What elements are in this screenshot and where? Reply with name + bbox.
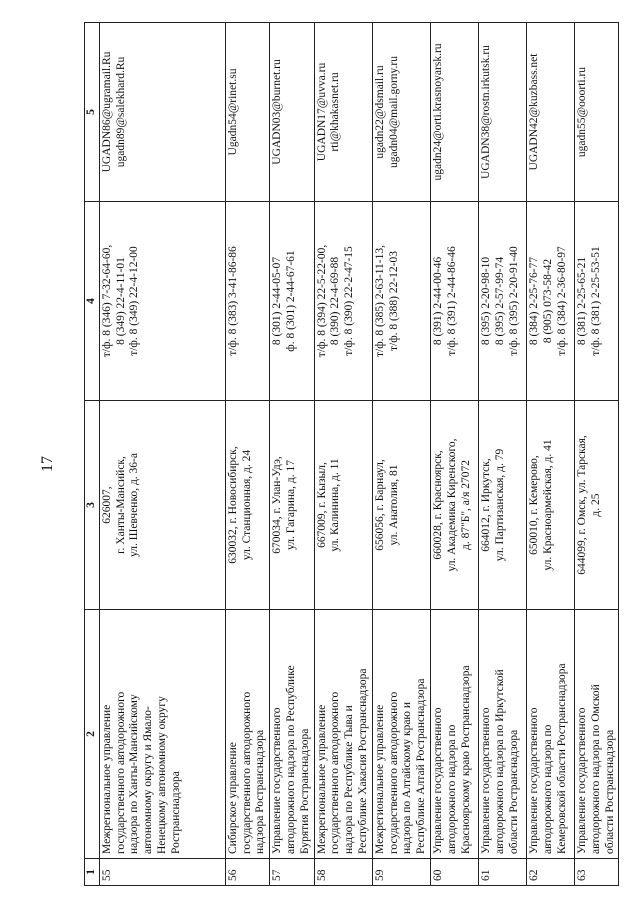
row-number: 61 (478, 859, 526, 886)
name-line: Управление государственного (271, 707, 284, 854)
phone-line: т/ф. 8 (384) 2-36-80-97 (555, 246, 568, 356)
header-col-5: 5 (85, 23, 100, 202)
organization-name (225, 610, 269, 859)
phone (372, 202, 430, 401)
name-line: области Ространснадзора (603, 729, 616, 854)
organization-name (314, 610, 372, 859)
name-line: Межрегиональное управление (100, 704, 113, 854)
address-line: ул. Красноармейская, д. 41 (541, 439, 554, 571)
organization-name (526, 610, 574, 859)
row-number: 62 (526, 859, 574, 886)
table-row (526, 23, 574, 886)
address-line: д. 87"Б", а/я 27072 (459, 459, 472, 551)
row-number: 59 (372, 859, 430, 886)
email-line: UGADN17@uvva.ru (315, 62, 328, 162)
name-line: Республике Хакасия Ространснадзора (356, 668, 369, 854)
table-container (84, 22, 616, 886)
email (314, 23, 372, 202)
phone-line: ф. 8 (301) 2-44-67-61 (284, 250, 297, 352)
name-line: государственного автодорожного (240, 691, 253, 854)
table-row (372, 23, 430, 886)
phone-line: 8 (395) 2-57-99-74 (493, 256, 506, 346)
phone-line: т/ф. 8 (394) 22-5-22-00, (315, 244, 328, 358)
header-col-1: 1 (85, 859, 100, 886)
phone-line: 8 (349) 22-4-11-01 (114, 257, 127, 345)
address-line: 626007, (100, 486, 113, 524)
address-line: г. Ханты-Мансийск, (114, 456, 127, 554)
row-number: 56 (225, 859, 269, 886)
phone-line: 8 (395) 2-20-98-10 (479, 256, 492, 346)
phone-line: 8 (391) 2-44-00-46 (431, 256, 444, 346)
address-line: 650010, г. Кемерово, (527, 455, 540, 555)
email (478, 23, 526, 202)
address (99, 401, 225, 610)
name-line: Республике Алтай Ространснадзора (415, 678, 428, 854)
address-line: д. 25 (589, 493, 602, 517)
phone (478, 202, 526, 401)
name-line: области Ространснадзора (507, 729, 520, 854)
email-line: ugadn89@salekhard.Ru (114, 56, 127, 168)
name-line: Управление государственного (575, 707, 588, 854)
address-line: 670034, г. Улан-Удэ, (271, 456, 284, 554)
row-number: 60 (430, 859, 478, 886)
name-line: Ненецкому автономному округу (155, 696, 168, 854)
table-row (430, 23, 478, 886)
name-line: государственного автодорожного (329, 691, 342, 854)
address-line: 660028, г. Красноярск, (431, 450, 444, 560)
address-line: 656056, г. Барнаул, (373, 459, 386, 551)
email (574, 23, 618, 202)
phone-line: 8 (301) 2-44-05-07 (271, 256, 284, 346)
name-line: Сибирское управление (226, 742, 239, 854)
name-line: Ространснадзора (169, 771, 182, 854)
name-line: Управление государственного (527, 707, 540, 854)
name-line: Красноярскому краю Ространснадзора (459, 665, 472, 854)
name-line: автодорожного надзора по Республике (284, 665, 297, 854)
address-line: ул. Станционная, д. 24 (240, 449, 253, 561)
address (430, 401, 478, 610)
phone (526, 202, 574, 401)
organization-name (372, 610, 430, 859)
address-line: ул. Академика Киренского, (445, 438, 458, 572)
phone-line: т/ф. 8 (381) 2-25-53-51 (589, 246, 602, 356)
name-line: автодорожного надзора по (541, 724, 554, 854)
organization-name (430, 610, 478, 859)
email-line: ugadn55@ooorti.ru (575, 66, 588, 158)
name-line: Межрегиональное управление (315, 704, 328, 854)
header-col-3: 3 (85, 401, 100, 610)
phone (574, 202, 618, 401)
phone (430, 202, 478, 401)
address-line: ул. Гагарина, д. 17 (284, 459, 297, 551)
email-line: rti@khakasnet.ru (329, 72, 342, 152)
email-line: ugadn22@dsmail.ru (373, 65, 386, 159)
email-line: ugadn24@orti.krasnoyarsk.ru (431, 43, 444, 181)
address-line: 644099, г. Омск, ул. Тарская, (575, 435, 588, 575)
page-number: 17 (39, 456, 56, 472)
name-line: Бурятия Ространснадзора (298, 728, 311, 854)
name-line: Управление государственного (479, 707, 492, 854)
address (314, 401, 372, 610)
email (372, 23, 430, 202)
phone (225, 202, 269, 401)
address (526, 401, 574, 610)
address-line: ул. Шевченко, д. 36-а (128, 453, 141, 558)
email-line: UGADN86@ugramail.Ru (100, 51, 113, 173)
address (270, 401, 314, 610)
email (99, 23, 225, 202)
phone-line: т/ф. 8 (349) 22-4-12-00 (128, 246, 141, 356)
table-row (270, 23, 314, 886)
phone (99, 202, 225, 401)
address-line: ул. Анатолия, 81 (387, 464, 400, 546)
phone-line: т/ф. 8 (391) 2-44-86-46 (445, 246, 458, 356)
address-line: 630032, г. Новосибирск, (226, 446, 239, 564)
phone (314, 202, 372, 401)
row-number: 55 (99, 859, 225, 886)
organization-name (99, 610, 225, 859)
email (270, 23, 314, 202)
email (526, 23, 574, 202)
phone-line: т/ф. 8 (388) 22-12-03 (387, 251, 400, 351)
address-line: 664012, г. Иркутск, (479, 458, 492, 552)
phone (270, 202, 314, 401)
name-line: автономному округу и Ямало- (142, 706, 155, 854)
email-line: UGADN42@kuzbass.net (527, 53, 540, 171)
phone-line: т/ф. 8 (390) 22-2-47-15 (343, 246, 356, 356)
phone-line: 8 (384) 2-25-76-77 (527, 256, 540, 346)
email (225, 23, 269, 202)
address (225, 401, 269, 610)
phone-line: 8 (390) 22-4-69-88 (329, 256, 342, 346)
name-line: надзора по Республике Тыва и (343, 705, 356, 854)
table-row (225, 23, 269, 886)
header-col-4: 4 (85, 202, 100, 401)
address-line: ул. Калинина, д. 11 (329, 458, 342, 552)
name-line: автодорожного надзора по Иркутской (493, 669, 506, 854)
name-line: Управление государственного (431, 707, 444, 854)
organization-name (270, 610, 314, 859)
organization-name (478, 610, 526, 859)
header-col-2: 2 (85, 610, 100, 859)
name-line: государственного автодорожного (114, 691, 127, 854)
address-line: ул. Партизанская, д. 79 (493, 448, 506, 562)
address (574, 401, 618, 610)
email-line: ugadn04@mail.gorny.ru (387, 55, 400, 169)
table-row (314, 23, 372, 886)
row-number: 63 (574, 859, 618, 886)
row-number: 57 (270, 859, 314, 886)
email-line: UGADN03@burnet.ru (271, 59, 284, 165)
table-row (478, 23, 526, 886)
table-row (99, 23, 225, 886)
email-line: Ugadn54@rinet.su (226, 68, 239, 156)
phone-line: т/ф. 8 (385) 2-63-11-13, (373, 244, 386, 358)
phone-line: т/ф. 8 (383) 3-41-86-86 (226, 246, 239, 356)
email-line: UGADN38@rostn.irkutsk.ru (479, 45, 492, 179)
phone-line: 8 (905) 073-58-42 (541, 258, 554, 344)
name-line: Межрегиональное управление (373, 704, 386, 854)
name-line: надзора по Ханты-Мансийскому (128, 694, 141, 854)
name-line: надзора по Алтайскому краю и (401, 701, 414, 854)
rotated-table-frame (84, 22, 616, 886)
name-line: автодорожного надзора по Омской (589, 684, 602, 854)
organizations-table (84, 22, 619, 886)
phone-line: т/ф. 8 (346) 7-32-64-60, (100, 244, 113, 358)
address (478, 401, 526, 610)
phone-line: 8 (381) 2-25-65-21 (575, 256, 588, 346)
name-line: Кемеровской области Ространснадзора (555, 663, 568, 854)
name-line: надзора Ространснадзора (254, 729, 267, 854)
table-header-row (85, 23, 100, 886)
organization-name (574, 610, 618, 859)
email (430, 23, 478, 202)
row-number: 58 (314, 859, 372, 886)
name-line: автодорожного надзора по (445, 724, 458, 854)
phone-line: т/ф. 8 (395) 2-20-91-40 (507, 246, 520, 356)
address-line: 667009, г. Кызыл, (315, 462, 328, 548)
name-line: государственного автодорожного (387, 691, 400, 854)
address (372, 401, 430, 610)
table-row (574, 23, 618, 886)
